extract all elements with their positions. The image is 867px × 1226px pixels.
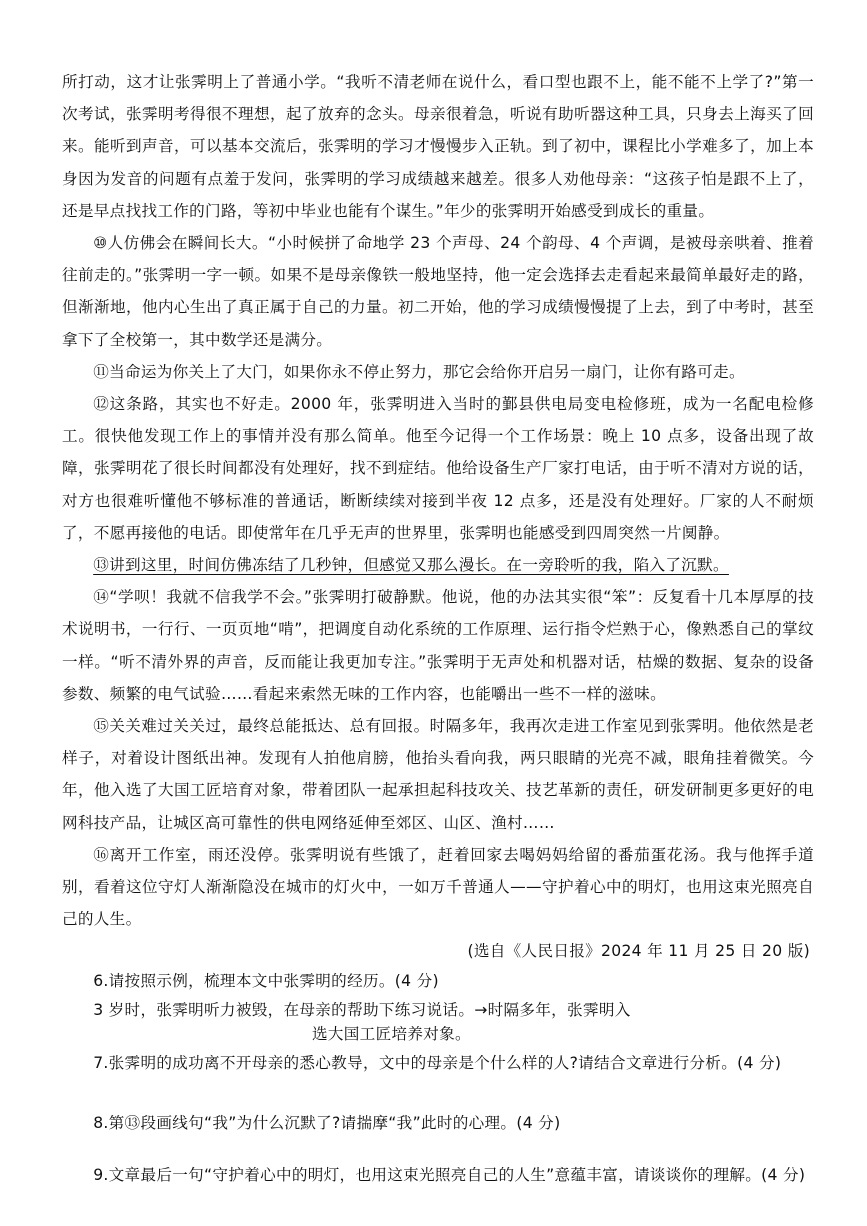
paragraph-11: ⑪当命运为你关上了大门，如果你永不停止努力，那它会给你开启另一扇门，让你有路可走。 <box>93 362 745 381</box>
source-citation: (选自《人民日报》2024 年 11 月 25 日 20 版) <box>467 942 810 961</box>
answer-space-8 <box>62 1138 814 1160</box>
question-7: 7.张霁明的成功离不开母亲的悉心教导，文中的母亲是个什么样的人?请结合文章进行分析。(4 分) <box>93 1053 782 1072</box>
paragraph-14: ⑭“学呗！我就不信我学不会。”张霁明打破静默。他说，他的办法其实很“笨”：反复看十几本厚厚的技术说明书，一行行、一页页地“啃”，把调度自动化系统的工作原理、运行指令烂熟于心，像熟悉自己的掌纹一样。“听不清外界的声音，反而能让我更加专注。”张霁明于无声处和机器对话，枯燥的数据、复杂的设备参数、频繁的电气试验……看起来索然无味的工作内容，也能嚼出一些不一样的滋味。 <box>62 588 814 703</box>
paragraph-16: ⑯离开工作室，雨还没停。张霁明说有些饿了，赶着回家去喝妈妈给留的番茄蛋花汤。我与他挥手道别，看着这位守灯人渐渐隐没在城市的灯火中，一如万千普通人——守护着心中的明灯，也用这束光照亮自己的人生。 <box>62 845 814 929</box>
question-6: 6.请按照示例，梳理本文中张霁明的经历。(4 分) <box>93 971 439 990</box>
paragraph-12: ⑫这条路，其实也不好走。2000 年，张霁明进入当时的鄞县供电局变电检修班，成为一名配电检修工。很快他发现工作上的事情并没有那么简单。他至今记得一个工作场景：晚上 10 点多，设备出现了故障，张霁明花了很长时间都没有处理好，找不到症结。他给设备生产厂家打电话，由于听不清对方说的话，对方也很难听懂他不够标准的普通话，断断续续对接到半夜 12 点多，还是没有处理好。厂家的人不耐烦了，不愿再接他的电话。即使常年在几乎无声的世界里，张霁明也能感受到四周突然一片阒静。 <box>62 395 814 542</box>
paragraph-continued: 所打动，这才让张霁明上了普通小学。“我听不清老师在说什么，看口型也跟不上，能不能不上学了?”第一次考试，张霁明考得很不理想，起了放弃的念头。母亲很着急，听说有助听器这种工具，只身去上海买了回来。能听到声音，可以基本交流后，张霁明的学习才慢慢步入正轨。到了初中，课程比小学难多了，加上本身因为发音的问题有点羞于发问，张霁明的学习成绩越来越差。很多人劝他母亲：“这孩子怕是跟不上了，还是早点找找工作的门路，等初中毕业也能有个谋生。”年少的张霁明开始感受到成长的重量。 <box>62 73 814 220</box>
answer-space-7 <box>62 1078 814 1108</box>
question-8: 8.第⑬段画线句“我”为什么沉默了?请揣摩“我”此时的心理。(4 分) <box>93 1113 561 1132</box>
paragraph-10: ⑩人仿佛会在瞬间长大。“小时候拼了命地学 23 个声母、24 个韵母、4 个声调，是被母亲哄着、推着往前走的。”张霁明一字一顿。如果不是母亲像铁一般地坚持，他一定会选择去走看起来最简单最好走的路，但渐渐地，他内心生出了真正属于自己的力量。初二开始，他的学习成绩慢慢提了上去，到了中考时，甚至拿下了全校第一，其中数学还是满分。 <box>62 234 814 349</box>
underlined-sentence: ⑬讲到这里，时间仿佛冻结了几秒钟，但感觉又那么漫长。在一旁聆听的我，陷入了沉默。 <box>93 556 729 575</box>
question-6-example-line1: 3 岁时，张霁明听力被毁，在母亲的帮助下练习说话。→时隔多年，张霁明入 <box>93 1000 631 1019</box>
question-6-example-line2: 选大国工匠培养对象。 <box>312 1024 471 1043</box>
paragraph-15: ⑮关关难过关关过，最终总能抵达、总有回报。时隔多年，我再次走进工作室见到张霁明。他依然是老样子，对着设计图纸出神。发现有人拍他肩膀，他抬头看向我，两只眼睛的光亮不减，眼角挂着微笑。今年，他入选了大国工匠培育对象，带着团队一起承担起科技攻关、技艺革新的责任，研发研制更多更好的电网科技产品，让城区高可靠性的供电网络延伸至郊区、山区、渔村…… <box>62 717 814 832</box>
question-9: 9.文章最后一句“守护着心中的明灯，也用这束光照亮自己的人生”意蕴丰富，请谈谈你的理解。(4 分) <box>93 1165 806 1184</box>
paragraph-13 <box>62 549 814 581</box>
document-page <box>62 66 814 1190</box>
